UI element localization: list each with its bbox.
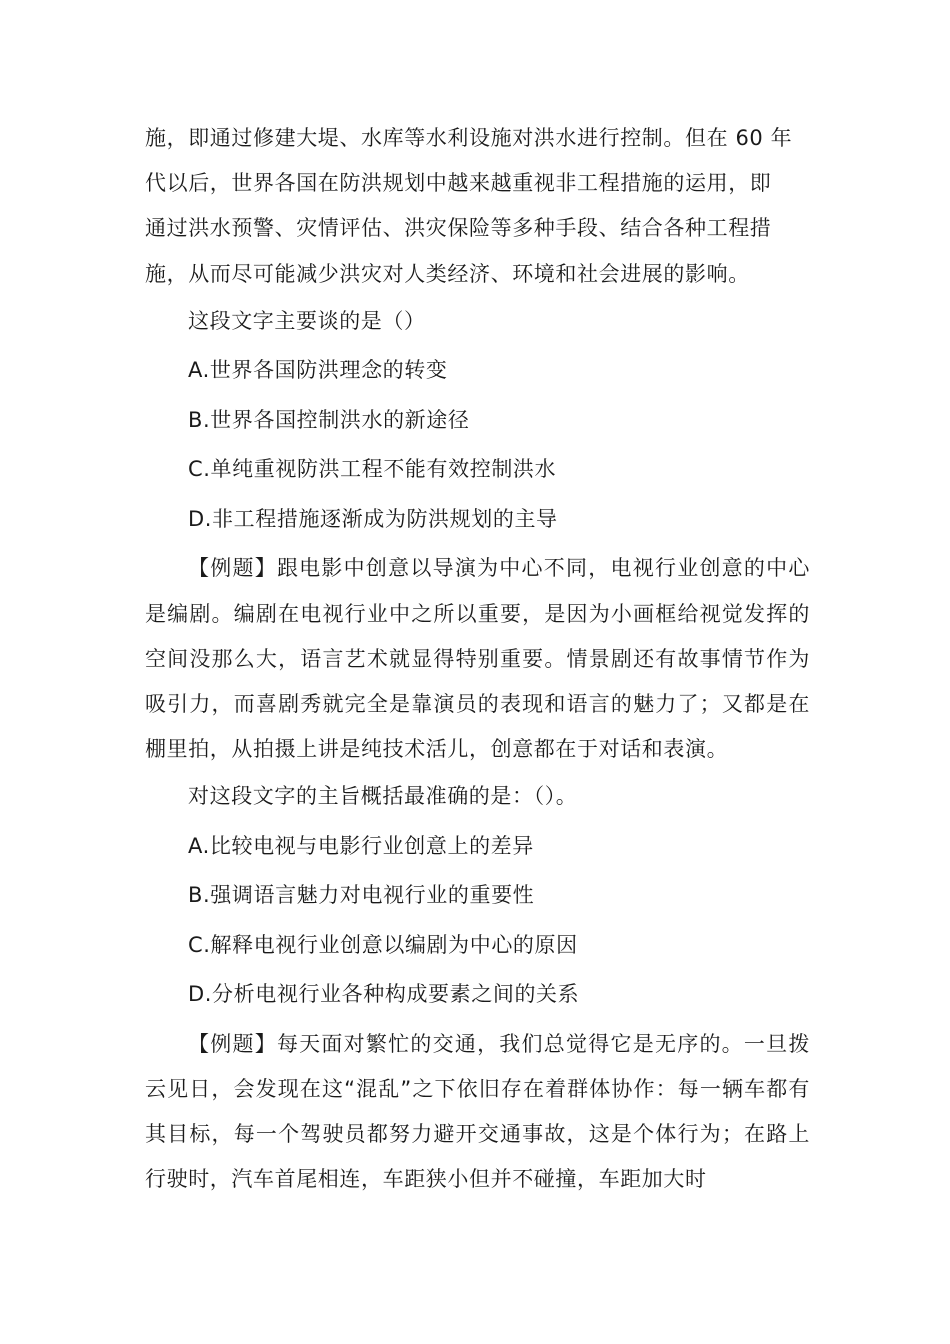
document-body (145, 116, 810, 1203)
question-1 (145, 297, 810, 545)
question-2-option-b: B.强调语言魅力对电视行业的重要性 (188, 883, 535, 908)
question-2-prompt: 对这段文字的主旨概括最准确的是：（）。 (188, 784, 578, 809)
question-1-prompt: 这段文字主要谈的是（） (188, 308, 426, 333)
question-2-option-d: D.分析电视行业各种构成要素之间的关系 (188, 982, 580, 1007)
example-2-passage: 【例题】跟电影中创意以导演为中心不同，电视行业创意的中心是编剧。编剧在电视行业中之所以重要，是因为小画框给视觉发挥的空间没那么大，语言艺术就显得特别重要。情景剧还有故事情节作为吸引力，而喜剧秀就完全是靠演员的表现和语言的魅力了；又都是在棚里拍，从拍摄上讲是纯技术活儿，创意都在于对话和表演。 (145, 556, 810, 762)
passage-1-line: 通过洪水预警、灾情评估、洪灾保险等多种手段、结合各种工程措 (145, 216, 772, 241)
passage-1 (145, 116, 810, 297)
passage-1-line: 代以后，世界各国在防洪规划中越来越重视非工程措施的运用，即 (145, 171, 772, 196)
question-1-option-a: A.世界各国防洪理念的转变 (188, 358, 448, 383)
question-2-option-c: C.解释电视行业创意以编剧为中心的原因 (188, 932, 578, 957)
passage-1-line: 施，即通过修建大堤、水库等水利设施对洪水进行控制。但在 60 年 (145, 126, 793, 150)
question-2-option-a: A.比较电视与电影行业创意上的差异 (188, 833, 534, 858)
question-1-option-c: C.单纯重视防洪工程不能有效控制洪水 (188, 457, 557, 482)
example-3-passage: 【例题】每天面对繁忙的交通，我们总觉得它是无序的。一旦拨云见日，会发现在这“混乱”之下依旧存在着群体协作：每一辆车都有其目标，每一个驾驶员都努力避开交通事故，这是个体行为；在路上行驶时，汽车首尾相连，车距狭小但并不碰撞，车距加大时 (145, 1031, 810, 1192)
passage-1-line: 施，从而尽可能减少洪灾对人类经济、环境和社会进展的影响。 (145, 261, 750, 286)
question-1-option-b: B.世界各国控制洪水的新途径 (188, 407, 470, 432)
question-1-option-d: D.非工程措施逐渐成为防洪规划的主导 (188, 506, 558, 531)
question-2 (145, 772, 810, 1020)
